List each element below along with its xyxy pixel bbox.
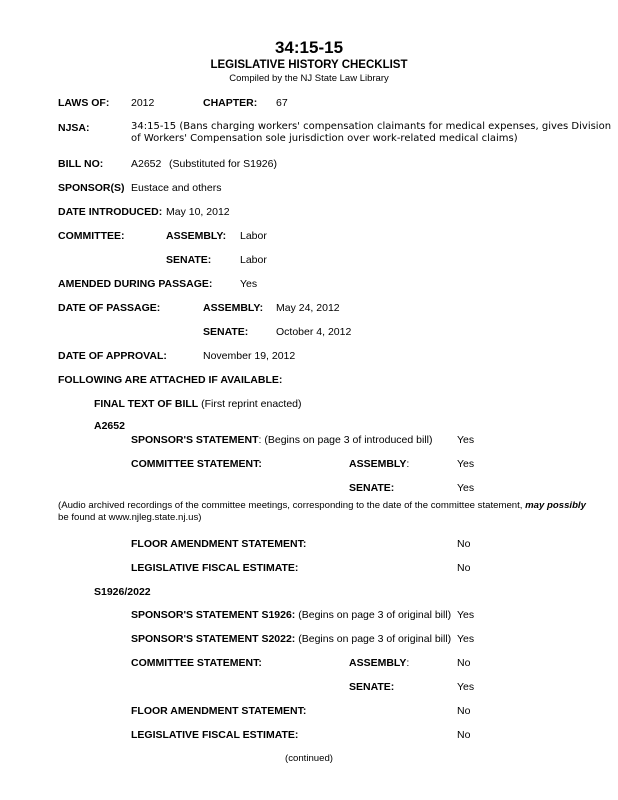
page-title: 34:15-15 [274, 38, 344, 57]
chapter-label: CHAPTER: [203, 97, 258, 109]
a2652-sponsor-statement-label: SPONSOR'S STATEMENT [131, 434, 259, 446]
laws-of-label: LAWS OF: [58, 97, 110, 109]
s1926-sponsor-note: (Begins on page 3 of original bill) [298, 609, 452, 621]
compiled-by: Compiled by the NJ State Law Library [229, 73, 389, 84]
date-of-approval-label: DATE OF APPROVAL: [58, 350, 167, 362]
s2022-sponsor-row [131, 633, 451, 645]
date-of-approval-value: November 19, 2012 [203, 350, 296, 362]
bill-no-label: BILL NO: [58, 158, 104, 170]
audio-note-text-start: (Audio archived recordings of the committee meetings, corresponding to the date of the committee statement, [58, 500, 526, 511]
committee-label: COMMITTEE: [58, 230, 125, 242]
page-subtitle: LEGISLATIVE HISTORY CHECKLIST [210, 59, 408, 71]
a2652-committee-senate-label: SENATE: [349, 482, 395, 494]
continued-note: (continued) [285, 753, 333, 764]
sponsor-value: Eustace and others [131, 182, 222, 194]
date-of-passage-label: DATE OF PASSAGE: [58, 302, 161, 314]
a2652-committee-assembly-label: ASSEMBLY [349, 458, 407, 470]
s1926-sponsor-row [131, 609, 451, 621]
s2022-sponsor-value: Yes [457, 633, 475, 645]
a2652-heading: A2652 [94, 420, 125, 432]
passage-senate-value: October 4, 2012 [276, 326, 352, 338]
date-introduced-value: May 10, 2012 [166, 206, 230, 218]
njsa-label: NJSA: [58, 122, 90, 134]
final-text-note: (First reprint enacted) [201, 398, 302, 410]
audio-note-text-end: be found at www.njleg.state.nj.us) [58, 512, 202, 523]
s1926-heading: S1926/2022 [94, 586, 151, 598]
s2022-sponsor-note: (Begins on page 3 of original bill) [298, 633, 452, 645]
a2652-committee-assembly-value: Yes [457, 458, 475, 470]
audio-note-emphasis: may possibly [525, 500, 586, 511]
s1926-committee-senate-label: SENATE: [349, 681, 395, 693]
s1926-committee-assembly-label: ASSEMBLY [349, 657, 407, 669]
laws-of-value: 2012 [131, 97, 155, 109]
s1926-floor-amendment-value: No [457, 705, 471, 717]
a2652-floor-amendment-label: FLOOR AMENDMENT STATEMENT: [131, 538, 307, 550]
committee-assembly-label: ASSEMBLY: [166, 230, 227, 242]
s1926-fiscal-estimate-label: LEGISLATIVE FISCAL ESTIMATE: [131, 729, 299, 741]
passage-assembly-value: May 24, 2012 [276, 302, 340, 314]
amended-label: AMENDED DURING PASSAGE: [58, 278, 213, 290]
a2652-committee-statement-label: COMMITTEE STATEMENT: [131, 458, 262, 470]
a2652-committee-senate-value: Yes [457, 482, 475, 494]
chapter-value: 67 [276, 97, 288, 109]
committee-senate-value: Labor [240, 254, 267, 266]
a2652-committee-assembly-colon: : [406, 458, 410, 470]
s1926-committee-senate-value: Yes [457, 681, 475, 693]
audio-note [58, 500, 606, 524]
a2652-sponsor-statement-value: Yes [457, 434, 475, 446]
s2022-sponsor-label: SPONSOR'S STATEMENT S2022: [131, 633, 296, 645]
date-introduced-label: DATE INTRODUCED: [58, 206, 163, 218]
a2652-committee-assembly-row [349, 458, 409, 470]
passage-assembly-label: ASSEMBLY: [203, 302, 264, 314]
sponsor-label: SPONSOR(S) [58, 182, 125, 194]
final-text-label: FINAL TEXT OF BILL [94, 398, 199, 410]
bill-no-note: (Substituted for S1926) [169, 158, 277, 170]
a2652-fiscal-estimate-value: No [457, 562, 471, 574]
s1926-committee-statement-label: COMMITTEE STATEMENT: [131, 657, 262, 669]
a2652-floor-amendment-value: No [457, 538, 471, 550]
s1926-committee-assembly-row [349, 657, 409, 669]
committee-assembly-value: Labor [240, 230, 267, 242]
s1926-sponsor-value: Yes [457, 609, 475, 621]
passage-senate-label: SENATE: [203, 326, 249, 338]
s1926-fiscal-estimate-value: No [457, 729, 471, 741]
bill-no-value: A2652 [131, 158, 162, 170]
s1926-sponsor-label: SPONSOR'S STATEMENT S1926: [131, 609, 296, 621]
njsa-line-2: of Workers' Compensation sole jurisdiction over work-related medical claims) [131, 133, 518, 144]
s1926-floor-amendment-label: FLOOR AMENDMENT STATEMENT: [131, 705, 307, 717]
a2652-sponsor-statement-note: : (Begins on page 3 of introduced bill) [258, 434, 433, 446]
njsa-line-1: 34:15-15 (Bans charging workers' compensation claimants for medical expenses, gives Division [131, 121, 612, 132]
committee-senate-label: SENATE: [166, 254, 212, 266]
amended-value: Yes [240, 278, 258, 290]
a2652-fiscal-estimate-label: LEGISLATIVE FISCAL ESTIMATE: [131, 562, 299, 574]
final-text-row [94, 398, 302, 410]
a2652-sponsor-statement-row [131, 434, 433, 446]
s1926-committee-assembly-colon: : [406, 657, 410, 669]
attached-heading: FOLLOWING ARE ATTACHED IF AVAILABLE: [58, 374, 283, 386]
s1926-committee-assembly-value: No [457, 657, 471, 669]
